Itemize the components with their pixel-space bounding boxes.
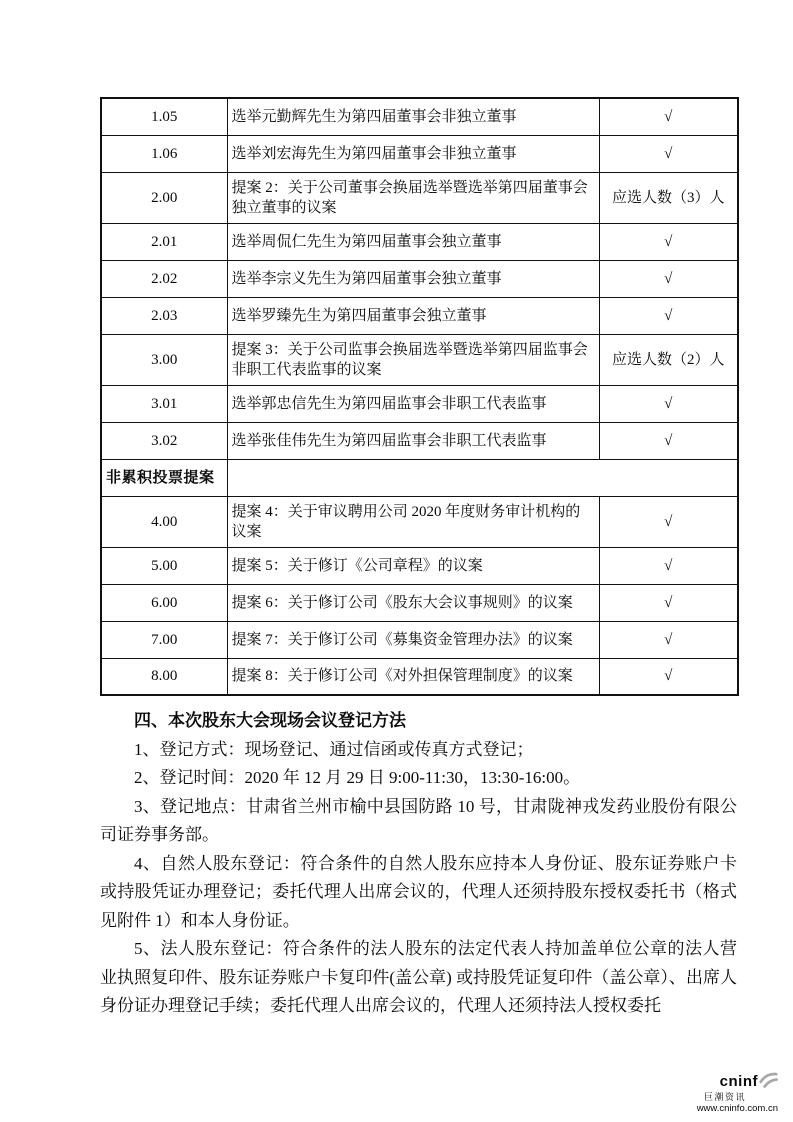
registration-paragraph: 5、法人股东登记：符合条件的法人股东的法定代表人持加盖单位公章的法人营业执照复印件、股东证券账户卡复印件(盖公章) 或持股凭证复印件（盖公章）、出席人身份证办理登记手续；委托代理人出席会议的，代理人还须持法人授权委托	[100, 939, 737, 1015]
proposal-description: 提案 2：关于公司董事会换届选举暨选举第四届董事会独立董事的议案	[227, 172, 599, 223]
proposal-vote-mark: √	[599, 422, 738, 459]
proposal-description: 选举刘宏海先生为第四届董事会非独立董事	[227, 135, 599, 172]
proposal-description: 提案 6：关于修订公司《股东大会议事规则》的议案	[227, 584, 599, 621]
proposal-row	[101, 334, 738, 385]
proposal-row	[101, 547, 738, 584]
proposal-row	[101, 584, 738, 621]
registration-paragraph: 4、自然人股东登记：符合条件的自然人股东应持本人身份证、股东证券账户卡或持股凭证办理登记；委托代理人出席会议的，代理人还须持股东授权委托书（格式见附件 1）和本人身份证。	[100, 853, 737, 930]
proposal-number: 6.00	[101, 584, 227, 621]
cninfo-logo-top	[692, 1071, 778, 1092]
proposal-table-body	[101, 98, 738, 695]
proposal-row	[101, 260, 738, 297]
registration-paragraph: 2、登记时间：2020 年 12 月 29 日 9:00-11:30，13:30-16:00。	[134, 768, 581, 787]
proposal-number: 3.00	[101, 334, 227, 385]
proposal-number: 3.02	[101, 422, 227, 459]
registration-heading: 四、本次股东大会现场会议登记方法	[134, 711, 406, 730]
proposal-description: 选举郭忠信先生为第四届监事会非职工代表监事	[227, 385, 599, 422]
proposal-vote-mark: √	[599, 385, 738, 422]
proposal-number: 2.03	[101, 297, 227, 334]
proposal-description: 提案 8：关于修订公司《对外担保管理制度》的议案	[227, 658, 599, 695]
cninfo-brand-text: cninf	[719, 1072, 758, 1090]
proposal-description: 选举张佳伟先生为第四届监事会非职工代表监事	[227, 422, 599, 459]
proposal-description: 提案 4：关于审议聘用公司 2020 年度财务审计机构的议案	[227, 496, 599, 547]
proposal-description: 选举周侃仁先生为第四届董事会独立董事	[227, 223, 599, 260]
proposal-number: 5.00	[101, 547, 227, 584]
proposal-vote-mark: √	[599, 135, 738, 172]
proposal-description: 提案 5：关于修订《公司章程》的议案	[227, 547, 599, 584]
proposal-vote-mark: √	[599, 496, 738, 547]
registration-section	[100, 707, 737, 1021]
cninfo-swirl-icon	[759, 1071, 778, 1092]
proposal-number: 2.02	[101, 260, 227, 297]
document-page	[100, 97, 737, 1021]
proposal-row	[101, 658, 738, 695]
proposal-description: 提案 7：关于修订公司《募集资金管理办法》的议案	[227, 621, 599, 658]
proposal-row	[101, 422, 738, 459]
proposal-vote-mark: √	[599, 621, 738, 658]
proposal-row	[101, 135, 738, 172]
cninfo-brand-cn: 巨潮资讯	[703, 1091, 746, 1102]
proposal-description: 提案 3：关于公司监事会换届选举暨选举第四届监事会非职工代表监事的议案	[227, 334, 599, 385]
proposal-vote-mark: √	[599, 297, 738, 334]
proposal-number: 3.01	[101, 385, 227, 422]
proposal-row	[101, 621, 738, 658]
section-label: 非累积投票提案	[101, 459, 227, 496]
proposal-number: 1.05	[101, 98, 227, 135]
proposal-vote-mark: 应选人数（2）人	[599, 334, 738, 385]
proposal-vote-mark: 应选人数（3）人	[599, 172, 738, 223]
proposal-row	[101, 98, 738, 135]
proposal-number: 1.06	[101, 135, 227, 172]
proposal-description: 选举罗臻先生为第四届董事会独立董事	[227, 297, 599, 334]
proposal-vote-mark: √	[599, 547, 738, 584]
proposal-description: 选举元勤辉先生为第四届董事会非独立董事	[227, 98, 599, 135]
proposal-vote-mark: √	[599, 260, 738, 297]
proposal-number: 2.01	[101, 223, 227, 260]
registration-paragraphs	[100, 736, 737, 1021]
proposal-vote-mark: √	[599, 658, 738, 695]
cninfo-url: www.cninfo.com.cn	[696, 1102, 778, 1114]
proposal-row	[101, 496, 738, 547]
proposal-number: 4.00	[101, 496, 227, 547]
proposal-vote-mark: √	[599, 98, 738, 135]
registration-paragraph: 3、登记地点：甘肃省兰州市榆中县国防路 10 号，甘肃陇神戎发药业股份有限公司证券事务部。	[100, 796, 737, 844]
registration-paragraph: 1、登记方式：现场登记、通过信函或传真方式登记；	[134, 739, 534, 759]
table-section-row	[101, 459, 738, 496]
cninfo-logo	[692, 1071, 778, 1114]
proposal-row	[101, 172, 738, 223]
proposal-table	[100, 97, 739, 696]
proposal-description: 选举李宗义先生为第四届董事会独立董事	[227, 260, 599, 297]
proposal-number: 8.00	[101, 658, 227, 695]
proposal-row	[101, 385, 738, 422]
proposal-vote-mark: √	[599, 584, 738, 621]
proposal-row	[101, 297, 738, 334]
proposal-row	[101, 223, 738, 260]
section-empty-cell	[227, 459, 738, 496]
proposal-vote-mark: √	[599, 223, 738, 260]
proposal-number: 2.00	[101, 172, 227, 223]
proposal-number: 7.00	[101, 621, 227, 658]
